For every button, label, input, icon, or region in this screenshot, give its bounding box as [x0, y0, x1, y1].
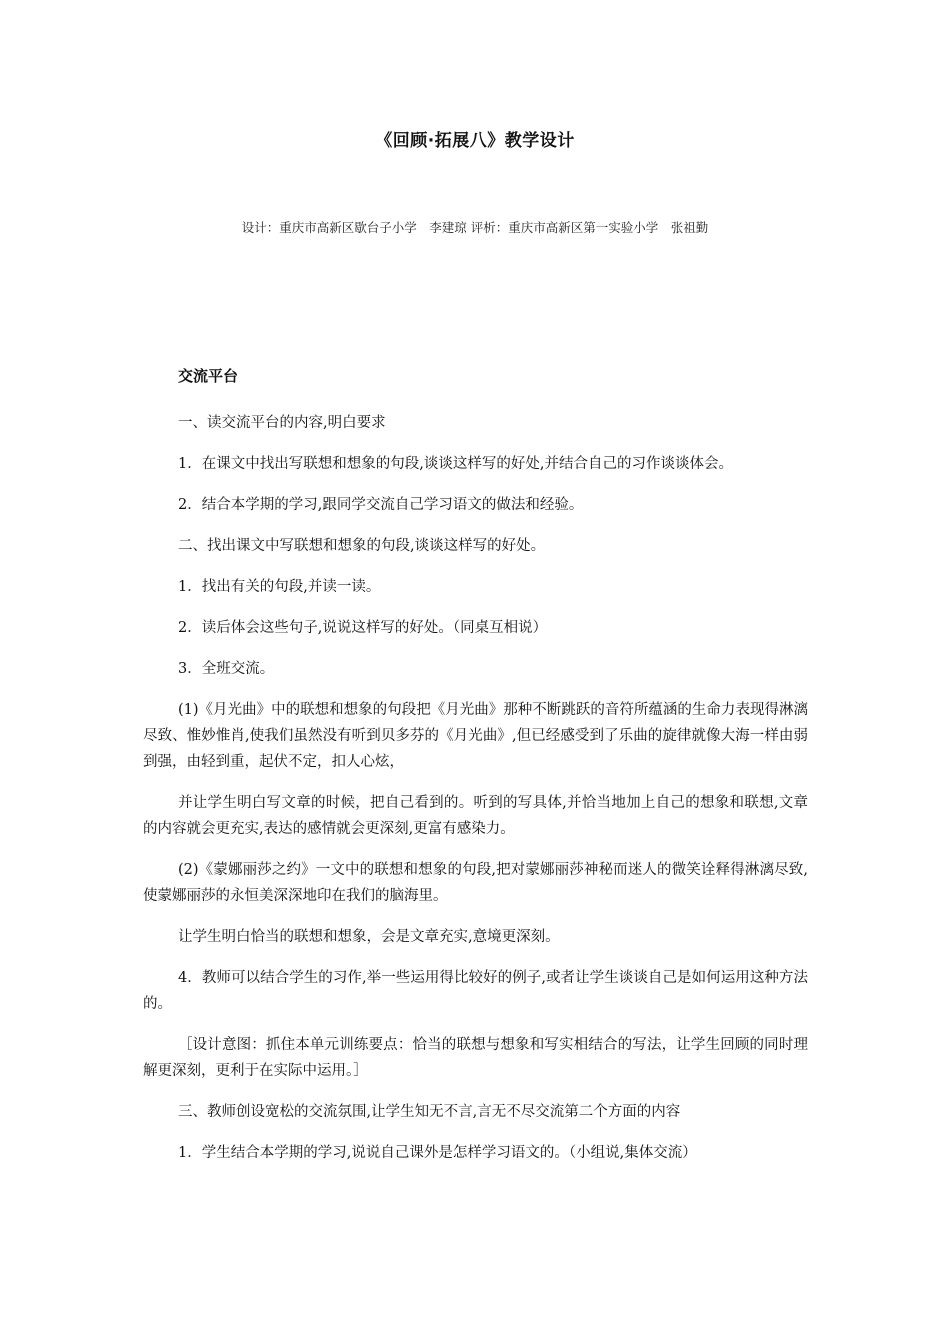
paragraph: 1．在课文中找出写联想和想象的句段,谈谈这样写的好处,并结合自己的习作谈谈体会。	[178, 456, 733, 472]
paragraph: 2．读后体会这些句子,说说这样写的好处。（同桌互相说）	[178, 620, 548, 636]
paragraph: 一、读交流平台的内容,明白要求	[178, 415, 386, 431]
paragraph: 1．学生结合本学期的学习,说说自己课外是怎样学习语文的。（小组说,集体交流）	[178, 1145, 697, 1161]
paragraph: 1．找出有关的句段,并读一读。	[178, 579, 381, 595]
paragraph: (2)《蒙娜丽莎之约》一文中的联想和想象的句段,把对蒙娜丽莎神秘而迷人的微笑诠释得淋漓尽致,使蒙娜丽莎的永恒美深深地印在我们的脑海里。	[143, 862, 808, 904]
paragraph: 2．结合本学期的学习,跟同学交流自己学习语文的做法和经验。	[178, 497, 584, 513]
document-title: 《回顾·拓展八》教学设计	[375, 131, 575, 151]
paragraph: 3．全班交流。	[178, 661, 275, 677]
paragraph: (1)《月光曲》中的联想和想象的句段把《月光曲》那种不断跳跃的音符所蕴涵的生命力表现得淋漓尽致、惟妙惟肖,使我们虽然没有听到贝多芬的《月光曲》,但已经感受到了乐曲的旋律就像大海一样由弱到强，由轻到重，起伏不定，扣人心炫，	[143, 702, 808, 770]
paragraph: ［设计意图：抓住本单元训练要点：恰当的联想与想象和写实相结合的写法，让学生回顾的同时理解更深刻，更利于在实际中运用。］	[143, 1037, 808, 1079]
paragraph: 三、教师创设宽松的交流氛围,让学生知无不言,言无不尽交流第二个方面的内容	[178, 1104, 681, 1120]
paragraph: 让学生明白恰当的联想和想象，会是文章充实,意境更深刻。	[178, 929, 560, 945]
document-body	[143, 364, 808, 1181]
section-heading: 交流平台	[178, 367, 239, 385]
author-byline: 设计：重庆市高新区歇台子小学 李建琼 评析：重庆市高新区第一实验小学 张祖勤	[241, 220, 709, 235]
paragraph: 二、找出课文中写联想和想象的句段,谈谈这样写的好处。	[178, 538, 546, 554]
paragraph: 4．教师可以结合学生的习作,举一些运用得比较好的例子,或者让学生谈谈自己是如何运用这种方法的。	[143, 970, 808, 1012]
paragraph: 并让学生明白写文章的时候，把自己看到的。听到的写具体,并恰当地加上自己的想象和联想,文章的内容就会更充实,表达的感情就会更深刻,更富有感染力。	[143, 795, 808, 837]
